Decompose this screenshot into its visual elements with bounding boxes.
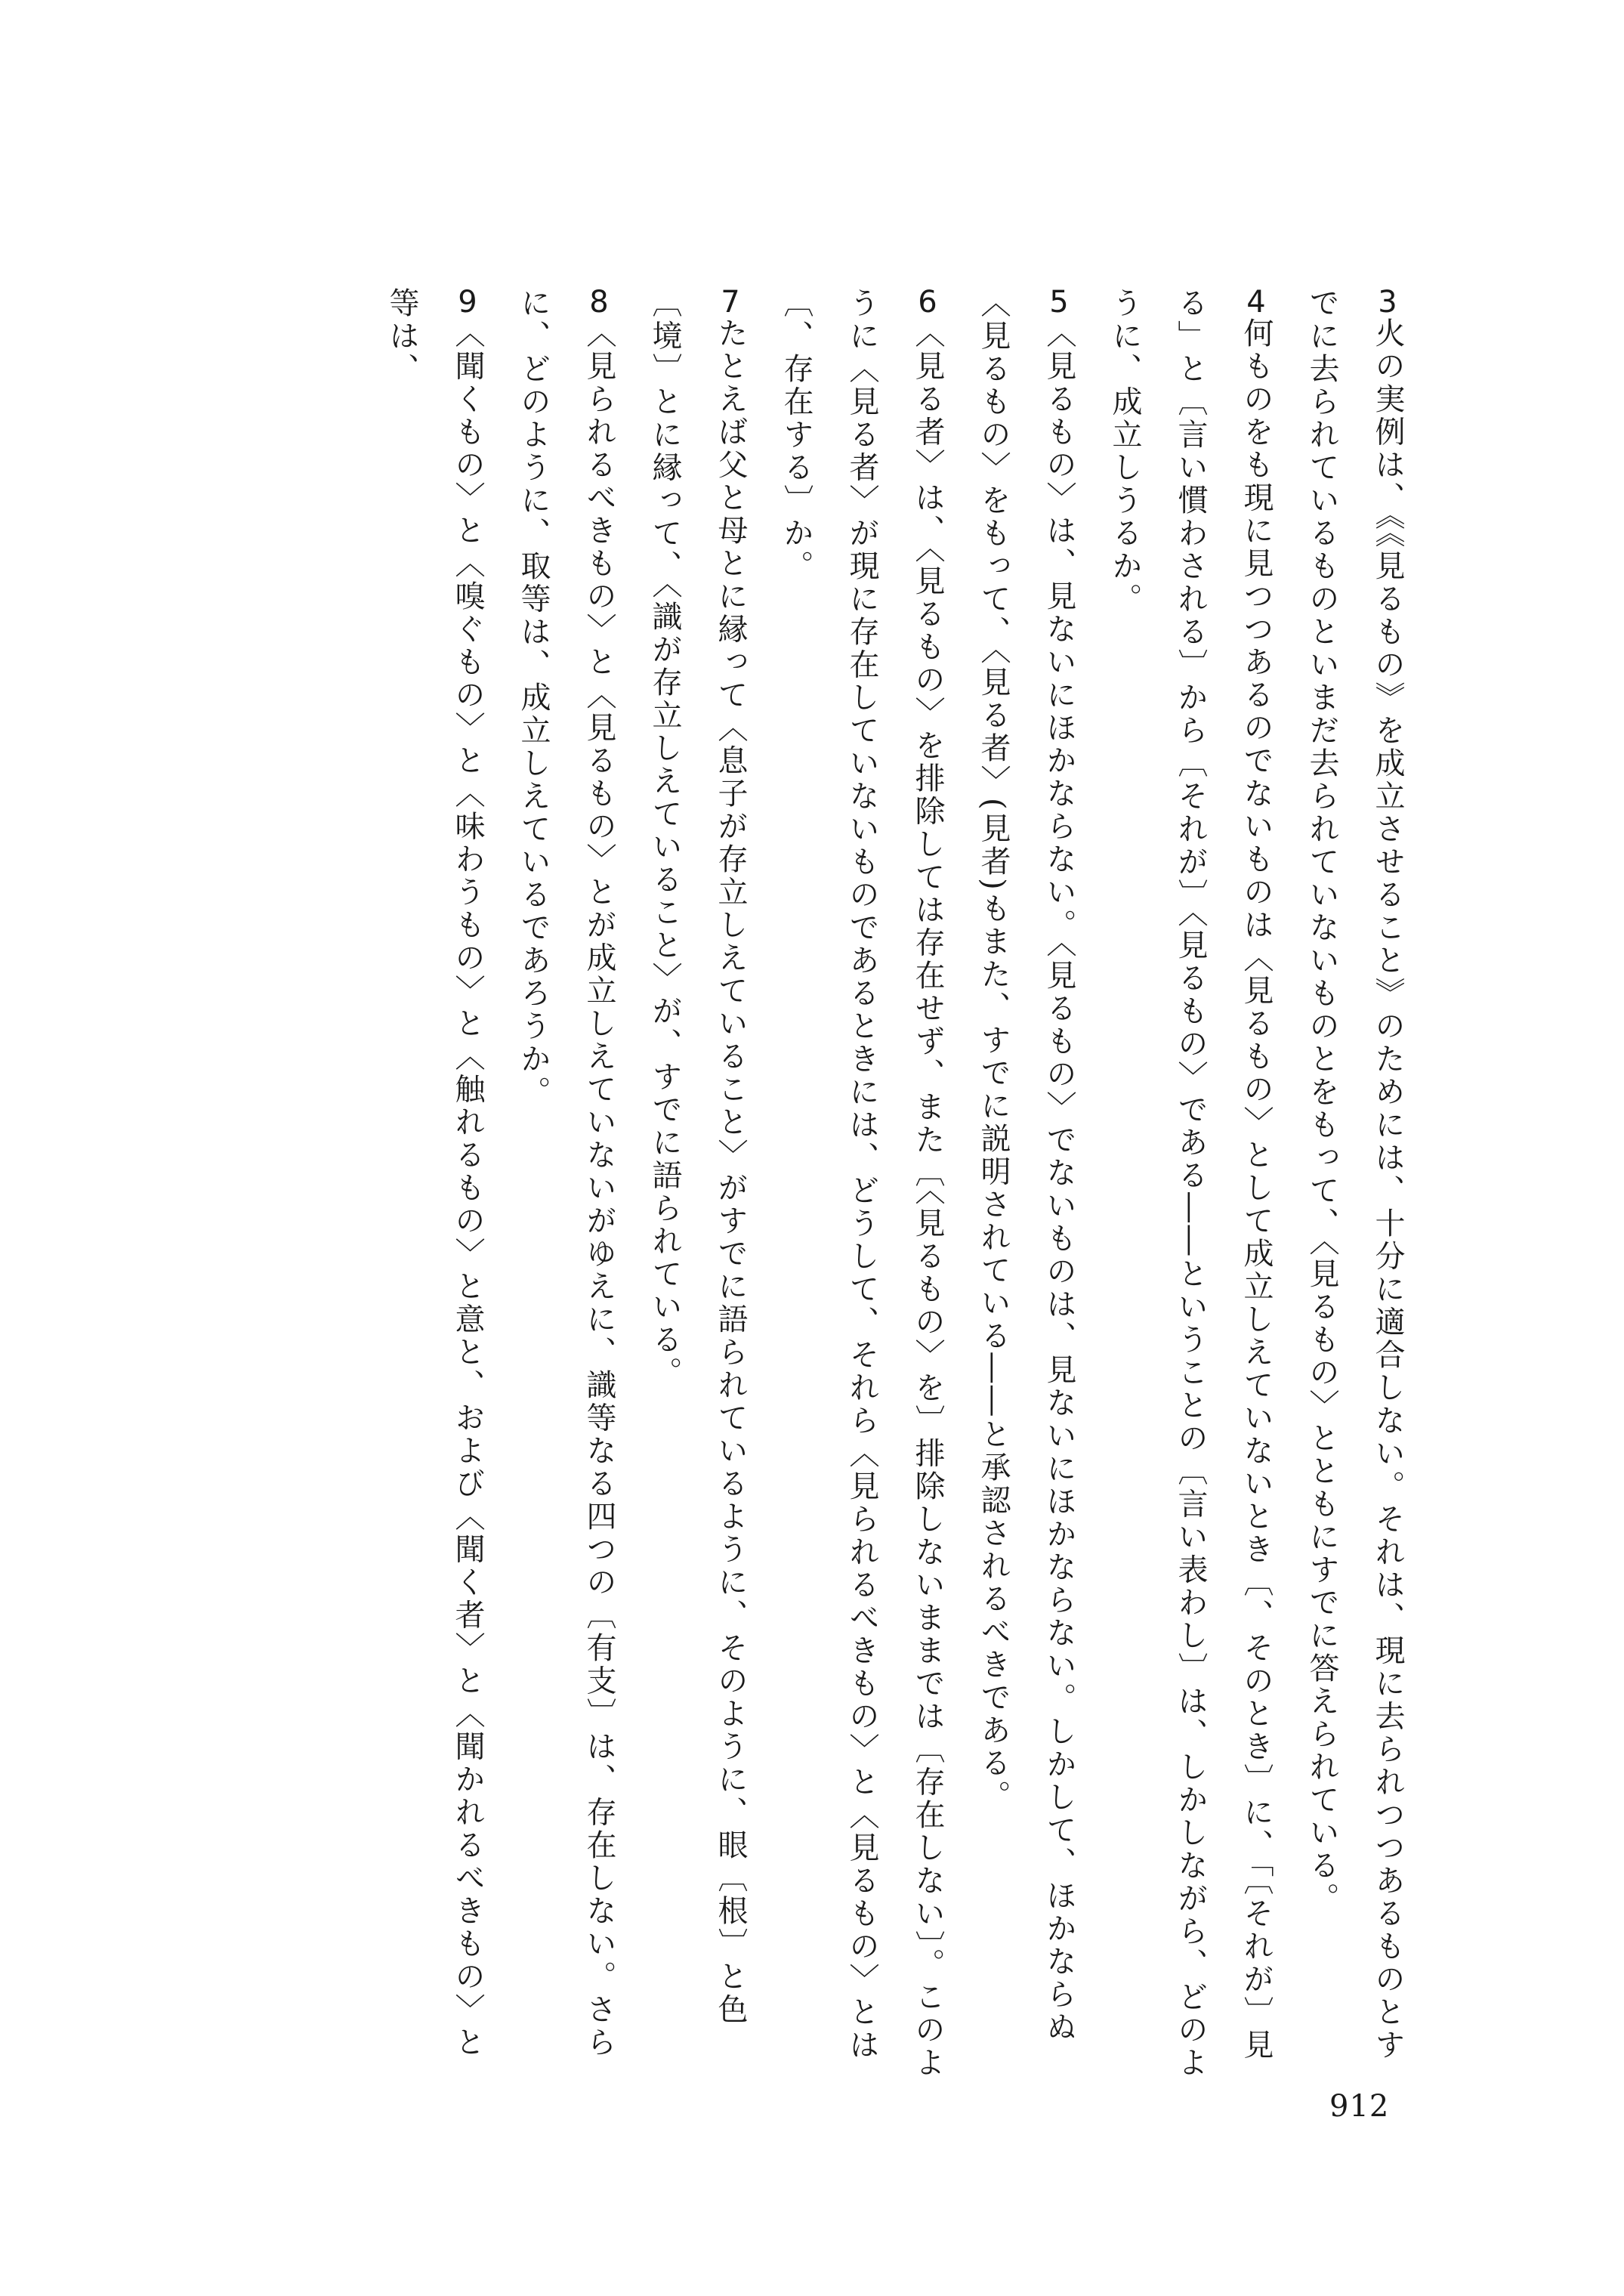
verse-number: 6 <box>918 287 937 317</box>
verse-text: 火の実例は、《《見るもの》を成立させること》のためには、十分に適合しない。それは、現に去られつつあるものとすでに去られているものといまだ去られていないものとをもって、〈見るもの〉とともにすでに答えられている。 <box>1304 287 1405 2062</box>
verse-text: 何ものをも現に見つつあるのでないものは〈見るもの〉として成立しえていないとき〔、そのとき〕に、「〔それが〕見る」と〔言い慣わされる〕から〔それが〕〈見るもの〉である――ということの〔言い表わし〕は、しかしながら、どのように、成立しうるか。 <box>1107 287 1274 2080</box>
verse-text: 〈見る者〉は、〈見るもの〉を排除しては存在せず、また〔〈見るもの〉を〕排除しないままでは〔存在しない〕。このように〈見る者〉が現に存在していないものであるときには、どうして、それら〈見られるべきもの〉と〈見るもの〉とは〔、存在する〕か。 <box>779 287 945 2080</box>
verse-text: 〈聞くもの〉と〈嗅ぐもの〉と〈味わうもの〉と〈触れるもの〉と意と、および〈聞く者〉と〈聞かれるべきもの〉と等は、 <box>384 287 485 2060</box>
verse-number: 8 <box>589 287 609 317</box>
verse-9 <box>369 287 500 2085</box>
verse-3 <box>1289 287 1420 2085</box>
vertical-text-body <box>181 287 1420 2085</box>
verse-text: 〈見るもの〉は、見ないにほかならない。〈見るもの〉でないものは、見ないにほかならない。しかして、ほかならぬ〈見るもの〉をもって、〈見る者〉(見者)もまた、すでに説明されている――と承認されるべきである。 <box>976 287 1076 2044</box>
verse-number: 3 <box>1378 287 1397 317</box>
verse-4 <box>1091 287 1289 2085</box>
verse-text: たとえば父と母とに縁って〈息子が存立しえていること〉がすでに語られているように、そのように、眼〔根〕と色〔境〕とに縁って、〈識が存立しえていること〉が、すでに語られている。 <box>647 287 748 2026</box>
verse-5 <box>960 287 1091 2085</box>
page-number: 912 <box>1329 2089 1390 2124</box>
verse-number: 9 <box>458 287 477 317</box>
verse-number: 7 <box>721 287 740 317</box>
verse-number: 4 <box>1246 287 1266 317</box>
verse-8 <box>500 287 631 2085</box>
verse-text: 〈見られるべきもの〉と〈見るもの〉とが成立しえていないがゆえに、識等なる四つの〔有支〕は、存在しない。さらに、どのように、取等は、成立しえているであろうか。 <box>516 287 616 2060</box>
verse-7 <box>631 287 763 2085</box>
verse-number: 5 <box>1049 287 1069 317</box>
verse-6 <box>763 287 960 2085</box>
